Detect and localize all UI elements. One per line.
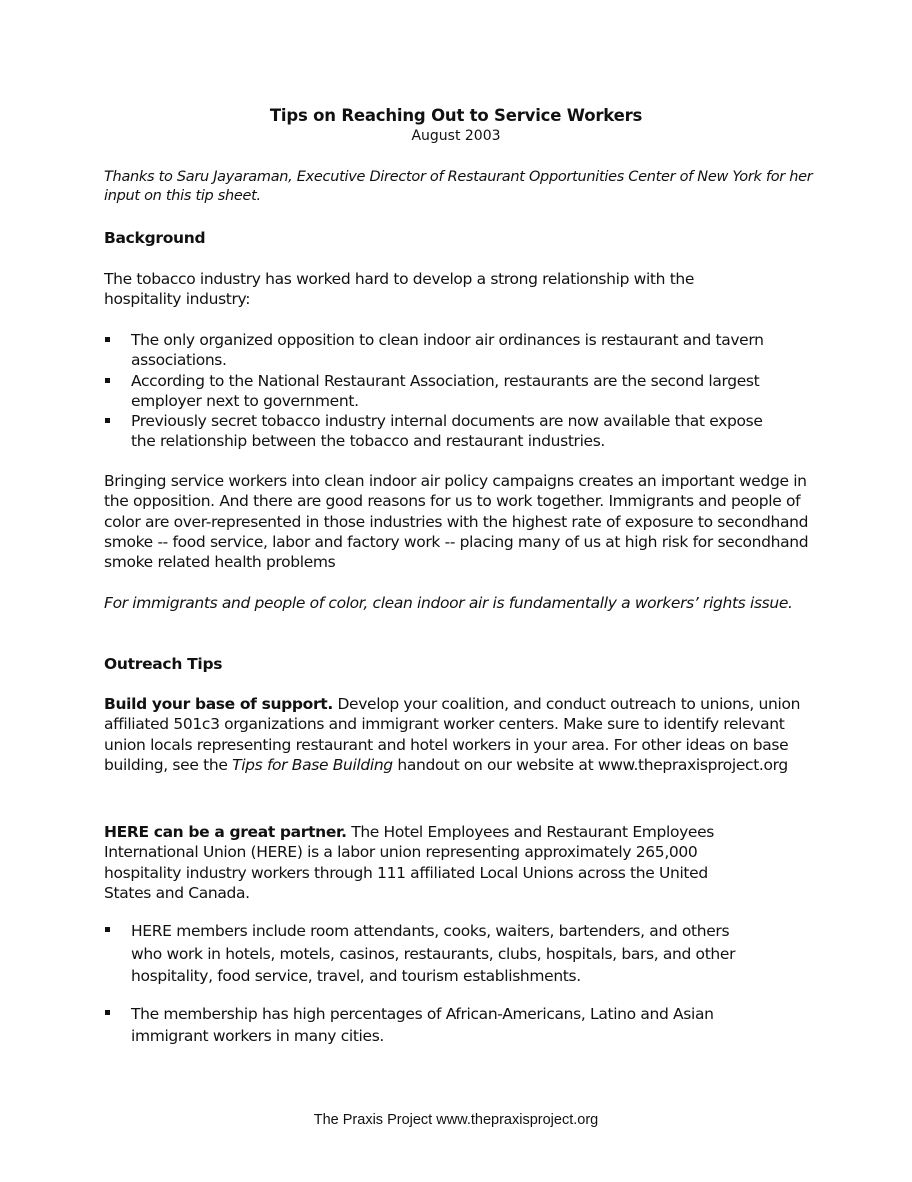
tip-lead: Build your base of support.	[104, 695, 333, 713]
square-bullet-icon	[105, 337, 110, 342]
background-intro: The tobacco industry has worked hard to develop a strong relationship with the hospitality industry:	[104, 270, 695, 309]
bullet-text: HERE members include room attendants, cooks, waiters, bartenders, and others who work in hotels, motels, casinos, restaurants, clubs, hospitals, bars, and other hospitality, food service, travel, and tourism establishments.	[131, 922, 736, 985]
bullet-text: According to the National Restaurant Association, restaurants are the second largest employer next to government.	[131, 371, 760, 410]
handout-title: Tips for Base Building	[232, 755, 393, 774]
background-heading: Background	[104, 229, 206, 247]
tip-here-partner	[104, 822, 754, 903]
tip-text: Develop your coalition, and conduct outreach to unions, union affiliated 501c3 organizations and immigrant worker centers. Make sure to identify relevant union locals representing restaurant and hotel workers in your area. For other ideas on base building, see the	[104, 695, 801, 774]
document-title: Tips on Reaching Out to Service Workers	[269, 106, 643, 125]
page-footer: The Praxis Project www.thepraxisproject.org	[313, 1112, 599, 1128]
tip-build-base	[104, 694, 816, 775]
square-bullet-icon	[105, 418, 110, 423]
bullet-text: The membership has high percentages of African-Americans, Latino and Asian immigrant workers in many cities.	[131, 1004, 714, 1045]
outreach-heading: Outreach Tips	[104, 655, 223, 673]
list-item	[104, 920, 744, 988]
acknowledgement: Thanks to Saru Jayaraman, Executive Director of Restaurant Opportunities Center of New York for her input on this tip sheet.	[104, 169, 813, 204]
square-bullet-icon	[105, 378, 110, 383]
workers-rights-emphasis: For immigrants and people of color, clean indoor air is fundamentally a workers’ rights issue.	[104, 594, 793, 612]
background-paragraph: Bringing service workers into clean indoor air policy campaigns creates an important wedge in the opposition. And there are good reasons for us to work together. Immigrants and people of color are over-represented in those industries with the highest rate of exposure to secondhand smoke -- food service, labor and factory work -- placing many of us at high risk for secondhand smoke related health problems	[104, 472, 809, 572]
square-bullet-icon	[105, 927, 110, 932]
square-bullet-icon	[105, 1010, 110, 1015]
list-item	[104, 330, 784, 371]
bullet-text: Previously secret tobacco industry internal documents are now available that expose the relationship between the tobacco and restaurant industries.	[131, 412, 763, 451]
bullet-text: The only organized opposition to clean indoor air ordinances is restaurant and tavern associations.	[131, 331, 764, 370]
document-date: August 2003	[411, 128, 501, 144]
background-bullet-list	[104, 330, 784, 452]
tip-lead: HERE can be a great partner.	[104, 823, 347, 841]
tip-text-after: handout on our website at www.thepraxisproject.org	[392, 755, 788, 774]
tip-text: The Hotel Employees and Restaurant Employees International Union (HERE) is a labor union representing approximately 265,000 hospitality industry workers through 111 affiliated Local Unions across the United States and Canada.	[104, 823, 715, 902]
list-item	[104, 411, 784, 452]
list-item	[104, 371, 784, 412]
here-bullet-list	[104, 920, 744, 1048]
list-item	[104, 1003, 744, 1048]
